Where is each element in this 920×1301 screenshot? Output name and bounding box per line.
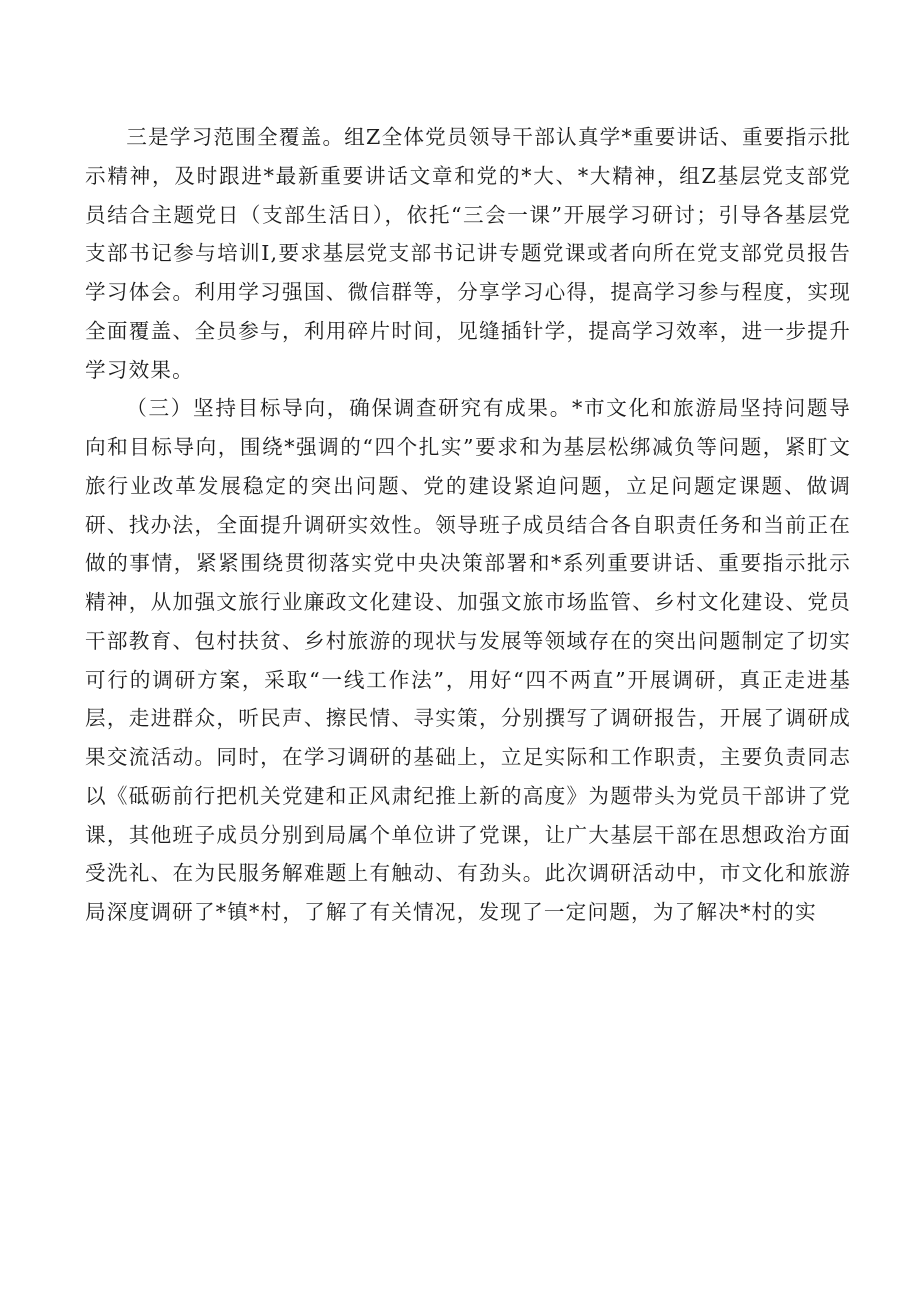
document-body (85, 118, 851, 932)
paragraph-research-results: （三）坚持目标导向，确保调查研究有成果。*市文化和旅游局坚持问题导向和目标导向，围绕*强调的“四个扎实”要求和为基层松绑减负等问题，紧盯文旅行业改革发展稳定的突出问题、党的建设紧迫问题，立足问题定课题、做调研、找办法，全面提升调研实效性。领导班子成员结合各自职责任务和当前正在做的事情，紧紧围绕贯彻落实党中央决策部署和*系列重要讲话、重要指示批示精神，从加强文旅行业廉政文化建设、加强文旅市场监管、乡村文化建设、党员干部教育、包村扶贫、乡村旅游的现状与发展等领域存在的突出问题制定了切实可行的调研方案，采取“一线工作法”，用好“四不两直”开展调研，真正走进基层，走进群众，听民声、擦民情、寻实策，分别撰写了调研报告，开展了调研成果交流活动。同时，在学习调研的基础上，立足实际和工作职责，主要负责同志以《砥砺前行把机关党建和正风肃纪推上新的高度》为题带头为党员干部讲了党课，其他班子成员分别到局属个单位讲了党课，让广大基层干部在思想政治方面受洗礼、在为民服务解难题上有触动、有劲头。此次调研活动中，市文化和旅游局深度调研了*镇*村，了解了有关情况，发现了一定问题，为了解决*村的实 (85, 396, 851, 924)
paragraph-study-coverage: 三是学习范围全覆盖。组Z全体党员领导干部认真学*重要讲话、重要指示批示精神，及时跟进*最新重要讲话文章和党的*大、*大精神，组Z基层党支部党员结合主题党日（支部生活日），依托“三会一课”开展学习研讨；引导各基层党支部书记参与培训I,要求基层党支部书记讲专题党课或者向所在党支部党员报告学习体会。利用学习强国、微信群等，分享学习心得，提高学习参与程度，实现全面覆盖、全员参与，利用碎片时间，见缝插针学，提高学习效率，进一步提升学习效果。 (85, 125, 851, 382)
